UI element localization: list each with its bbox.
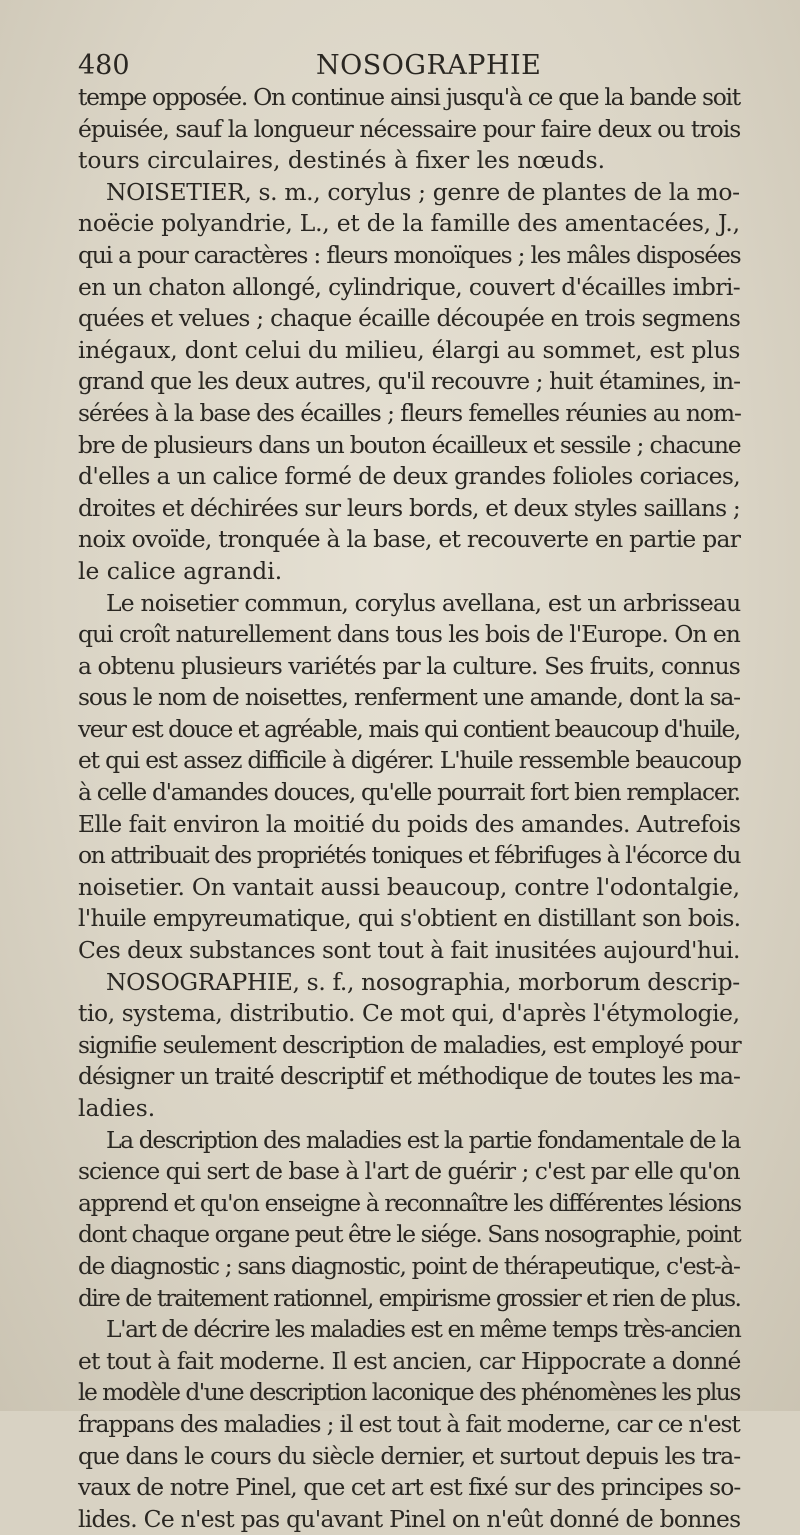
entry-noisetier-heading-line: NOISETIER, s. m., corylus ; genre de plantes de la mo- xyxy=(106,177,740,206)
text-line: Elle fait environ la moitié du poids des amandes. Autrefois xyxy=(78,809,741,838)
text-line: quées et velues ; chaque écaille découpée en trois segmens xyxy=(78,304,741,333)
text-line: en un chaton allongé, cylindrique, couvert d'écailles imbri- xyxy=(78,272,740,301)
text-line: science qui sert de base à l'art de guérir ; c'est par elle qu'on xyxy=(78,1157,740,1186)
text-line: noisetier. On vantait aussi beaucoup, contre l'odontalgie, xyxy=(78,872,740,901)
text-line: Ces deux substances sont tout à fait inusitées aujourd'hui. xyxy=(78,936,740,965)
entry-nosographie-heading-line: NOSOGRAPHIE, s. f., nosographia, morborum descrip- xyxy=(106,967,740,996)
text-line: qui croît naturellement dans tous les bois de l'Europe. On en xyxy=(78,620,740,649)
text-line: et qui est assez difficile à digérer. L'huile ressemble beaucoup xyxy=(78,746,741,775)
text-line: et tout à fait moderne. Il est ancien, car Hippocrate a donné xyxy=(78,1346,741,1375)
text-line: signifie seulement description de maladies, est employé pour xyxy=(78,1030,741,1059)
text-line: sous le nom de noisettes, renferment une amande, dont la sa- xyxy=(78,683,740,712)
text-line: ladies. xyxy=(78,1094,156,1122)
text-line: noix ovoïde, tronquée à la base, et recouverte en partie par xyxy=(78,525,741,554)
text-line: tours circulaires, destinés à fixer les nœuds. xyxy=(78,146,606,175)
text-line: droites et déchirées sur leurs bords, et deux styles saillans ; xyxy=(78,493,740,522)
text-line: le calice agrandi. xyxy=(78,556,283,585)
text-line: inégaux, dont celui du milieu, élargi au sommet, est plus xyxy=(78,335,741,364)
text-line: bre de plusieurs dans un bouton écailleux et sessile ; chacune xyxy=(78,430,741,459)
text-line: de diagnostic ; sans diagnostic, point de thérapeutique, c'est-à- xyxy=(78,1251,740,1280)
text-line: tempe opposée. On continue ainsi jusqu'à ce que la bande soit xyxy=(78,83,740,111)
paragraph-start-line: L'art de décrire les maladies est en même temps très-ancien xyxy=(106,1315,741,1344)
text-line: apprend et qu'on enseigne à reconnaître les différentes lésions xyxy=(78,1188,741,1217)
paragraph-start-line: Le noisetier commun, corylus avellana, est un arbrisseau xyxy=(106,588,741,617)
text-line: sérées à la base des écailles ; fleurs femelles réunies au nom- xyxy=(78,398,741,427)
text-line: noëcie polyandrie, L., et de la famille des amentacées, J., xyxy=(78,209,740,238)
text-line: a obtenu plusieurs variétés par la culture. Ses fruits, connus xyxy=(78,651,740,680)
text-line: épuisée, sauf la longueur nécessaire pour faire deux ou trois xyxy=(78,114,741,143)
text-line: tio, systema, distributio. Ce mot qui, d'après l'étymologie, xyxy=(78,999,740,1028)
text-line: le modèle d'une description laconique des phénomènes les plus xyxy=(78,1378,740,1407)
text-line: dont chaque organe peut être le siége. Sans nosographie, point xyxy=(78,1220,741,1249)
paragraph-start-line: La description des maladies est la partie fondamentale de la xyxy=(106,1125,740,1154)
text-line: frappans des maladies ; il est tout à fait moderne, car ce n'est xyxy=(78,1409,740,1438)
text-line: que dans le cours du siècle dernier, et surtout depuis les tra- xyxy=(78,1441,741,1470)
text-line: on attribuait des propriétés toniques et fébrifuges à l'écorce du xyxy=(78,841,740,870)
text-line: d'elles a un calice formé de deux grandes folioles coriaces, xyxy=(78,462,741,491)
body-text xyxy=(78,82,740,1535)
page-number: 480 xyxy=(78,50,130,81)
text-line: vaux de notre Pinel, que cet art est fixé sur des principes so- xyxy=(78,1473,741,1502)
text-line: l'huile empyreumatique, qui s'obtient en distillant son bois. xyxy=(78,904,741,933)
text-line: dire de traitement rationnel, empirisme grossier et rien de plus. xyxy=(78,1283,741,1312)
text-line: grand que les deux autres, qu'il recouvre ; huit étamines, in- xyxy=(78,367,741,396)
text-line: à celle d'amandes douces, qu'elle pourrait fort bien remplacer. xyxy=(78,778,740,807)
text-line: veur est douce et agréable, mais qui contient beaucoup d'huile, xyxy=(78,714,740,743)
text-line: qui a pour caractères : fleurs monoïques ; les mâles disposées xyxy=(78,240,741,269)
text-line: lides. Ce n'est pas qu'avant Pinel on n'eût donné de bonnes xyxy=(78,1504,741,1533)
running-head: NOSOGRAPHIE xyxy=(316,50,542,81)
text-line: désigner un traité descriptif et méthodique de toutes les ma- xyxy=(78,1062,740,1091)
